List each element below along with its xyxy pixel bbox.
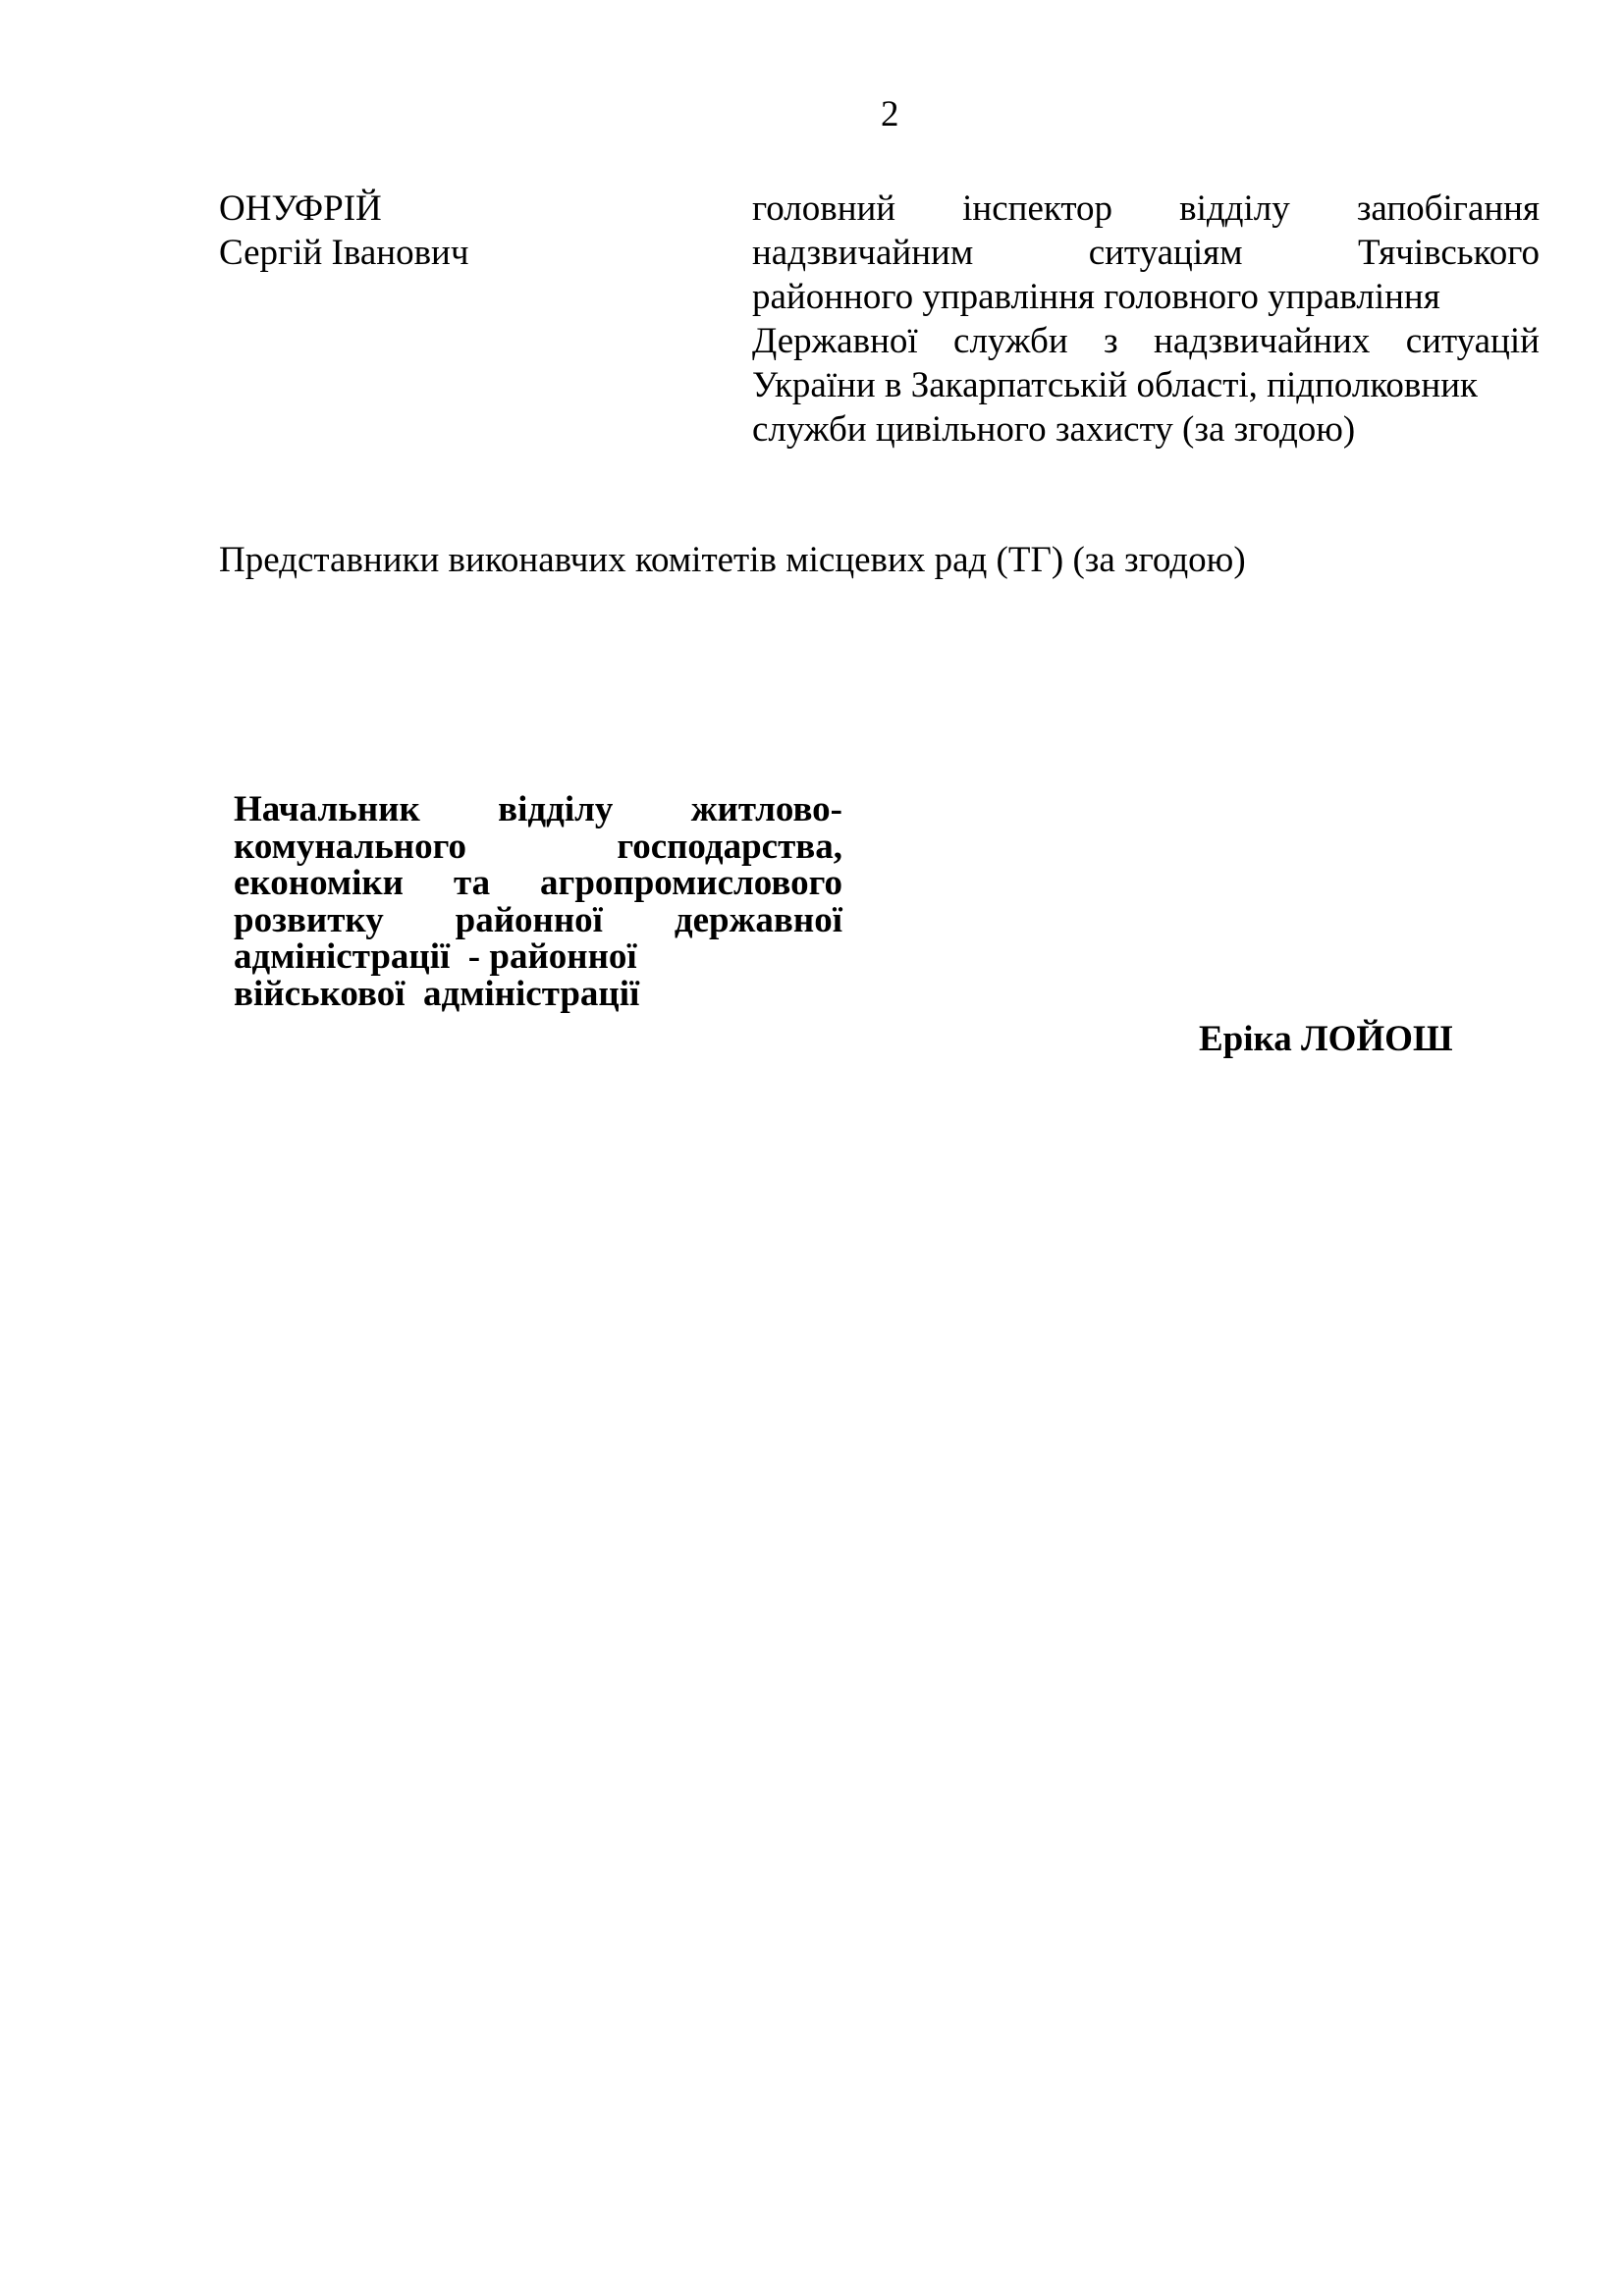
position-word: Державної xyxy=(752,321,918,361)
member-name xyxy=(219,187,468,275)
position-word: відділу xyxy=(1179,188,1290,229)
position-word: надзвичайним xyxy=(752,233,974,273)
signatory-title-word: комунального xyxy=(234,826,466,867)
signatory-title-word: державної xyxy=(674,899,842,940)
signatory-title-line: військової адміністрації xyxy=(234,973,640,1014)
signatory-title-word: Начальник xyxy=(234,789,420,829)
signatory-title-word: економіки xyxy=(234,863,404,903)
position-word: ситуаціям xyxy=(1088,233,1243,273)
position-line: України в Закарпатській області, підполковник xyxy=(752,365,1478,405)
representatives-line: Представники виконавчих комітетів місцевих рад (ТГ) (за згодою) xyxy=(219,540,1246,580)
signatory-title-word: районної xyxy=(455,899,603,940)
signatory-title-line xyxy=(234,828,842,866)
position-word: запобігання xyxy=(1356,188,1540,229)
signatory-title-word: агропромислового xyxy=(540,863,842,903)
position-word: з xyxy=(1104,321,1118,361)
signatory-title-word: розвитку xyxy=(234,899,384,940)
signatory-title-line: адміністрації - районної xyxy=(234,936,637,977)
position-word: Тячівського xyxy=(1358,233,1540,273)
position-word: надзвичайних xyxy=(1154,321,1371,361)
signatory-title-word: та xyxy=(453,863,491,903)
position-word: ситуацій xyxy=(1405,321,1540,361)
signatory-name: Еріка ЛОЙОШ xyxy=(1199,1019,1453,1059)
position-line xyxy=(752,319,1540,363)
signatory-title-word: житлово- xyxy=(690,789,842,829)
position-line xyxy=(752,187,1540,231)
signatory-title-word: господарства, xyxy=(617,826,842,867)
signatory-title-line xyxy=(234,865,842,902)
position-word: інспектор xyxy=(962,188,1113,229)
member-given-names: Сергій Іванович xyxy=(219,233,469,273)
member-position xyxy=(752,187,1540,452)
signatory-title-line xyxy=(234,899,842,940)
signatory-title-word: відділу xyxy=(498,789,614,829)
position-line xyxy=(752,231,1540,275)
position-line: районного управління головного управління xyxy=(752,277,1440,317)
page-number: 2 xyxy=(881,94,899,134)
position-line: служби цивільного захисту (за згодою) xyxy=(752,409,1356,450)
signatory-title-line xyxy=(234,791,842,828)
signatory-title xyxy=(234,791,842,1012)
member-surname: ОНУФРІЙ xyxy=(219,188,382,229)
commission-member-row xyxy=(219,187,1540,461)
position-word: служби xyxy=(953,321,1068,361)
position-word: головний xyxy=(752,188,896,229)
